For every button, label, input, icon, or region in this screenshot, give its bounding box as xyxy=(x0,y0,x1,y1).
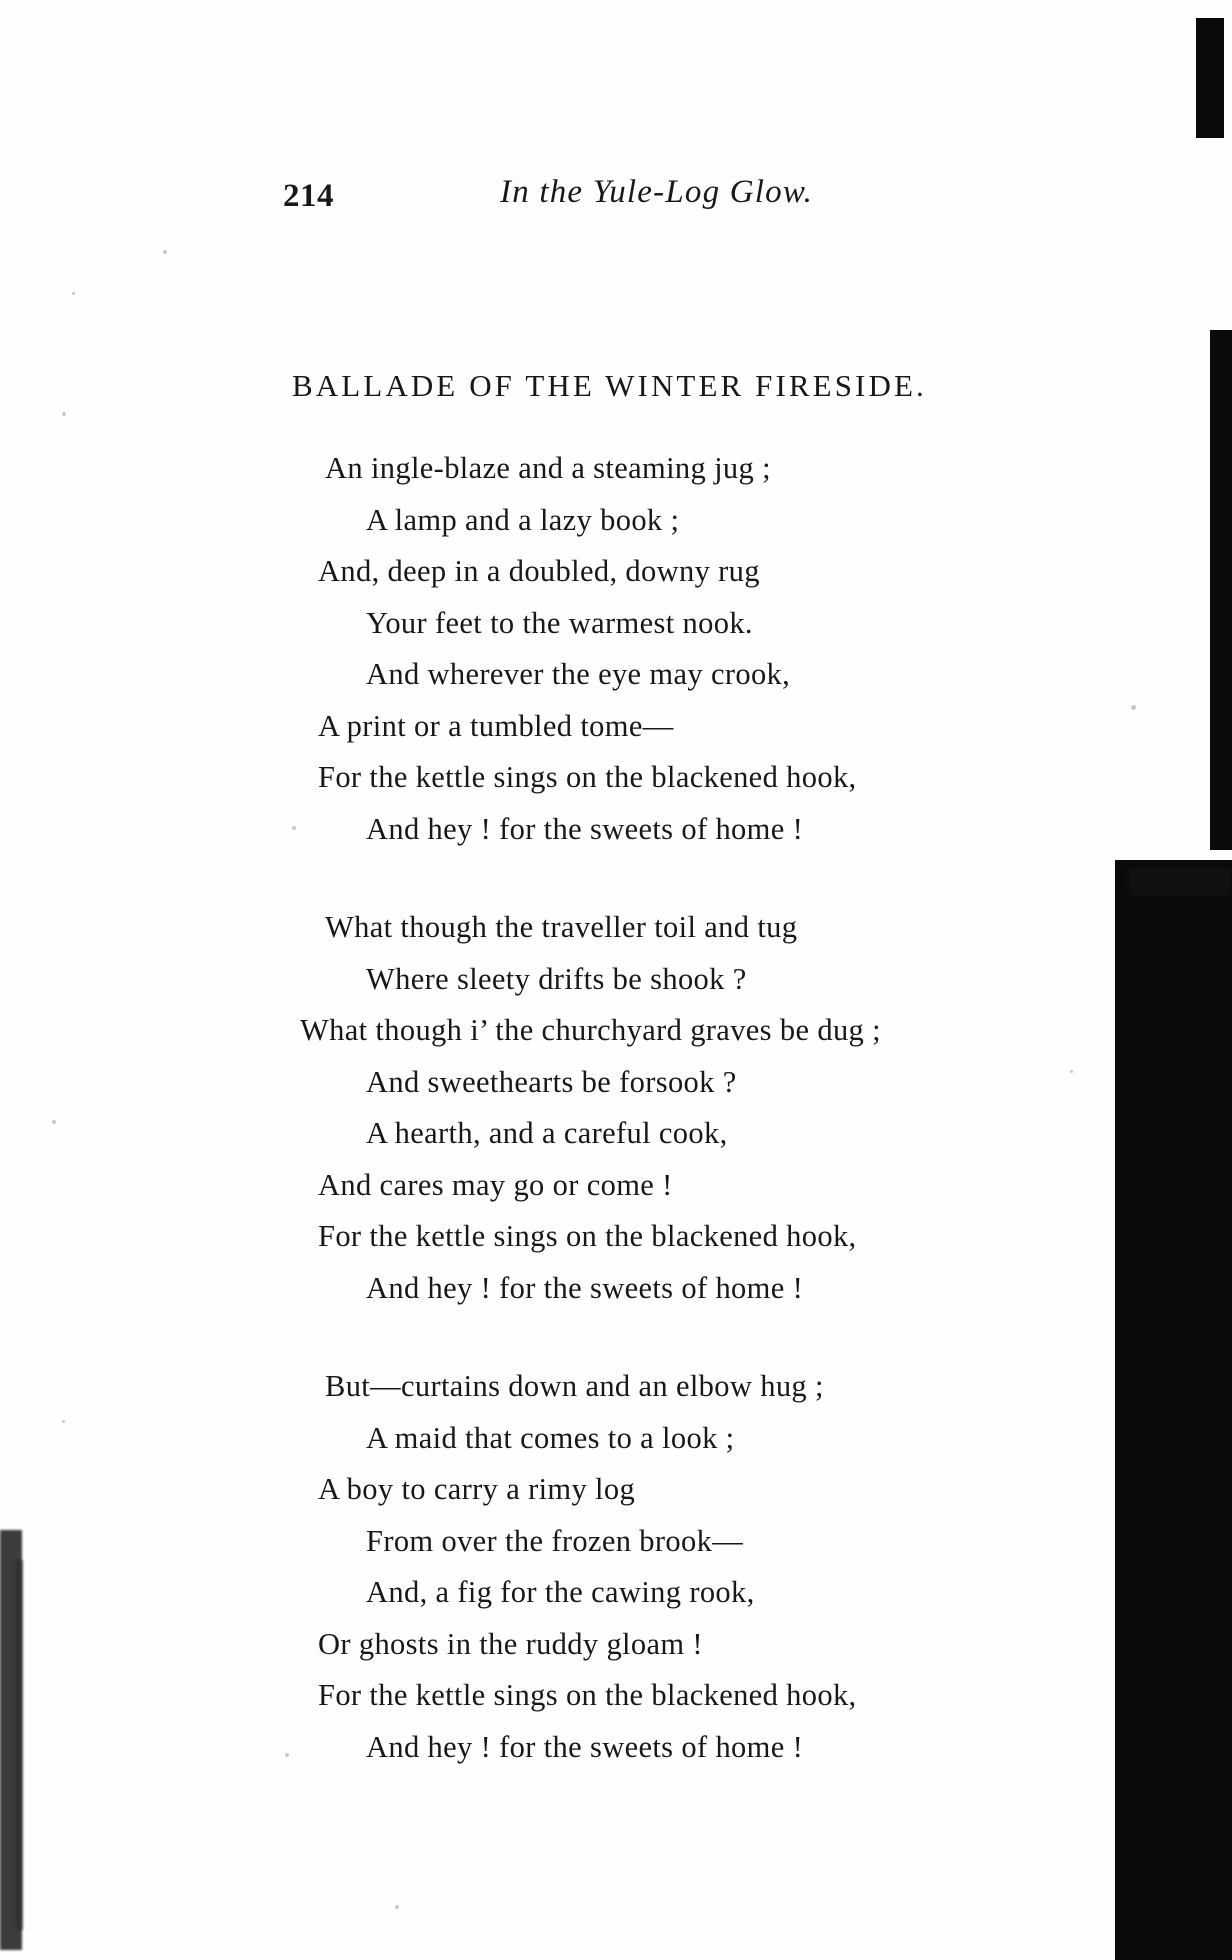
poem-line: Or ghosts in the ruddy gloam ! xyxy=(318,1626,703,1661)
poem-line: A maid that comes to a look ; xyxy=(366,1420,735,1455)
page-speck xyxy=(72,292,75,295)
page-speck xyxy=(62,412,66,416)
poem-line: For the kettle sings on the blackened hook, xyxy=(318,1678,857,1712)
poem-line: And cares may go or come ! xyxy=(318,1167,673,1202)
scan-edge-artifact-top-right xyxy=(1196,18,1224,138)
poem-line: And hey ! for the sweets of home ! xyxy=(366,811,804,846)
poem-title: BALLADE OF THE WINTER FIRESIDE. xyxy=(292,368,927,403)
poem-stanza xyxy=(0,902,1232,1314)
page-number: 214 xyxy=(283,178,334,214)
poem-line: An ingle-blaze and a steaming jug ; xyxy=(325,451,771,485)
poem-line: For the kettle sings on the blackened hook, xyxy=(318,1219,857,1253)
poem-line: And sweethearts be forsook ? xyxy=(366,1064,737,1099)
poem-line: And hey ! for the sweets of home ! xyxy=(366,1729,804,1764)
poem-stanza xyxy=(0,443,1232,855)
page-speck xyxy=(163,250,167,254)
poem-line: And hey ! for the sweets of home ! xyxy=(366,1270,804,1305)
poem-line: But—curtains down and an elbow hug ; xyxy=(325,1369,824,1403)
poem-line: Where sleety drifts be shook ? xyxy=(366,961,747,996)
poem-line: What though i’ the churchyard graves be dug ; xyxy=(300,1013,881,1047)
poem-line: A boy to carry a rimy log xyxy=(318,1472,636,1506)
poem-line: What though the traveller toil and tug xyxy=(325,910,798,944)
poem-line: And, deep in a doubled, downy rug xyxy=(318,554,760,588)
poem-line: And, a fig for the cawing rook, xyxy=(366,1575,755,1609)
poem-line: From over the frozen brook— xyxy=(366,1523,744,1558)
poem-line: A lamp and a lazy book ; xyxy=(366,502,680,537)
poem-line: For the kettle sings on the blackened hook, xyxy=(318,760,857,794)
poem-line: Your feet to the warmest nook. xyxy=(366,605,753,640)
poem-stanza xyxy=(0,1361,1232,1773)
running-title: In the Yule-Log Glow. xyxy=(500,174,814,210)
poem-line: A print or a tumbled tome— xyxy=(318,708,674,743)
poem-line: And wherever the eye may crook, xyxy=(366,657,791,691)
page-speck xyxy=(395,1905,399,1909)
poem-line: A hearth, and a careful cook, xyxy=(366,1116,728,1150)
poem-body xyxy=(0,443,1232,1820)
